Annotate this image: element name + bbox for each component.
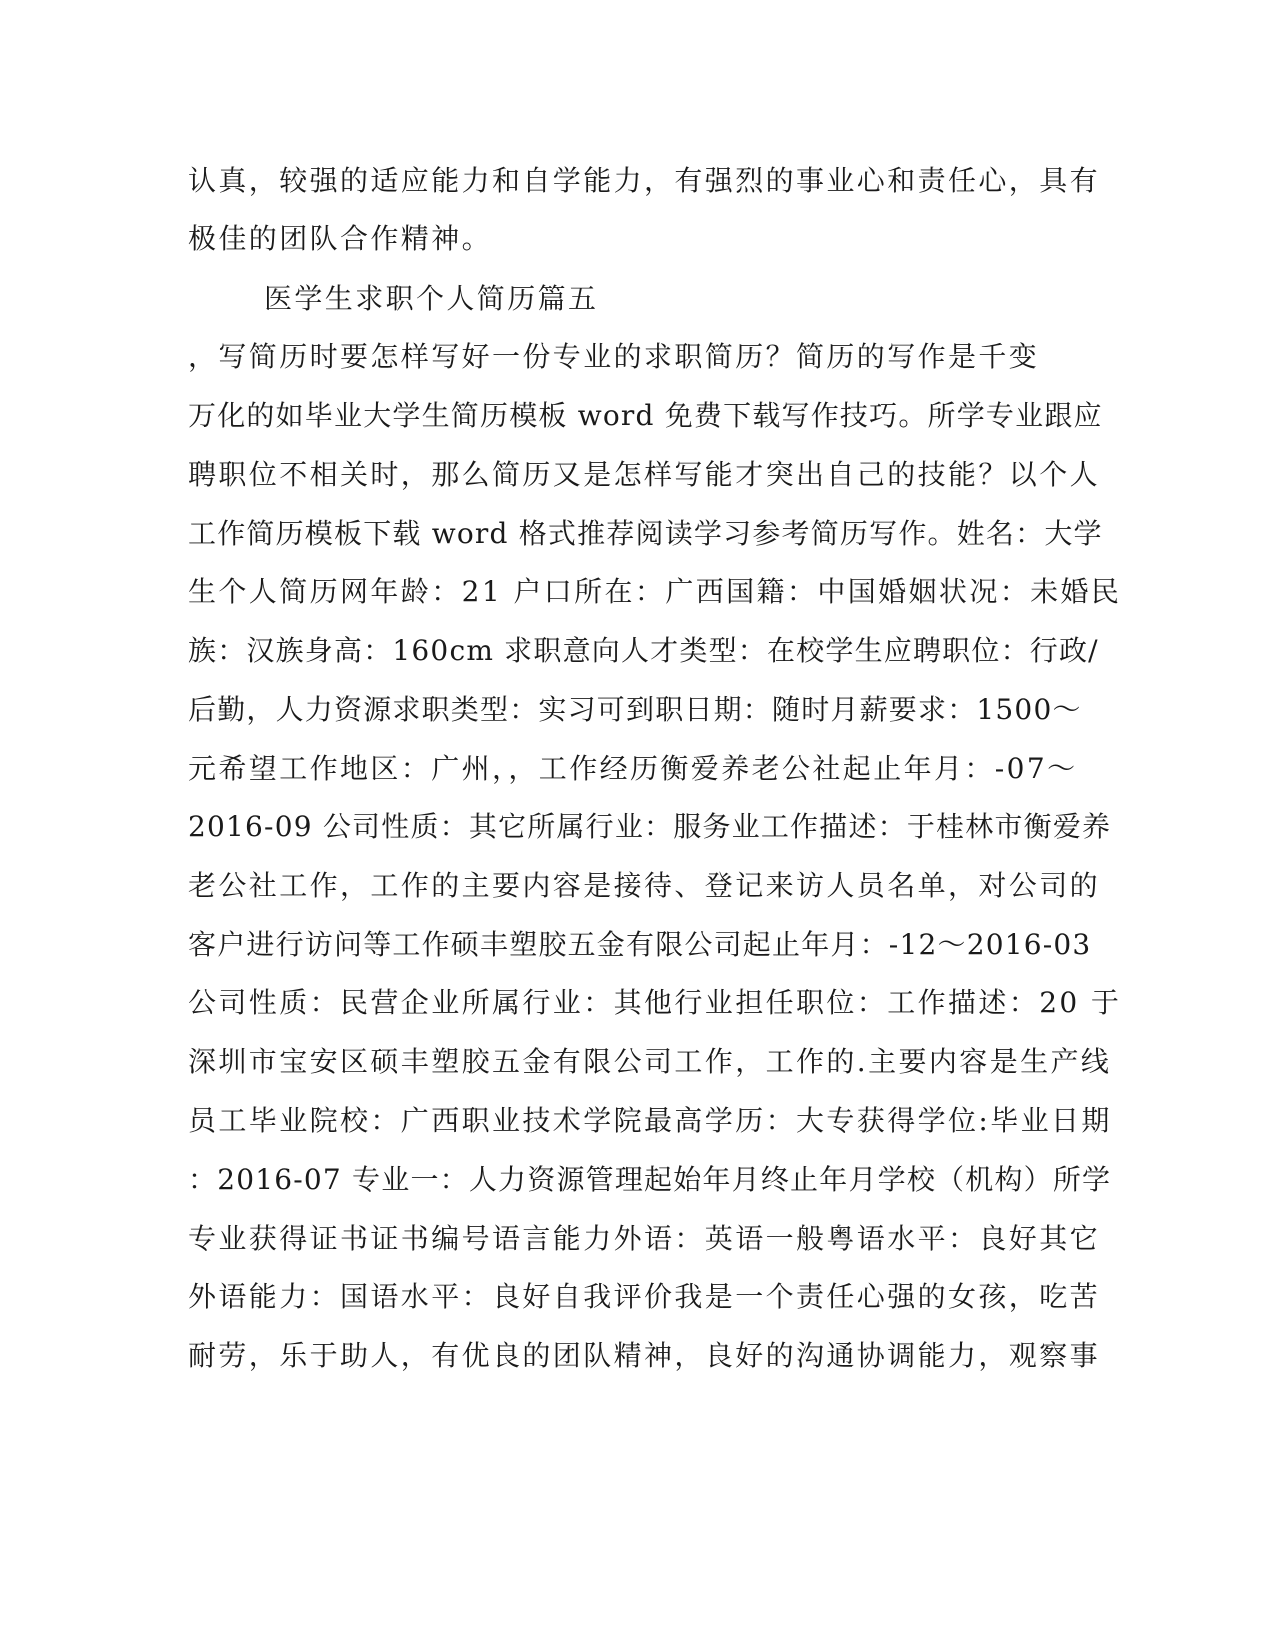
text-line: 元希望工作地区：广州，，工作经历衡爱养老公社起止年月：-07～ [188,752,1078,785]
text-line: 外语能力：国语水平：良好自我评价我是一个责任心强的女孩，吃苦 [188,1280,1101,1313]
text-line: 员工毕业院校：广西职业技术学院最高学历：大专获得学位:毕业日期 [188,1104,1112,1137]
text-line: 工作简历模板下载 word 格式推荐阅读学习参考简历写作。姓名：大学 [188,517,1103,550]
text-line: 客户进行访问等工作硕丰塑胶五金有限公司起止年月：-12～2016-03 [188,928,1092,961]
text-line: 认真，较强的适应能力和自学能力，有强烈的事业心和责任心，具有 [188,164,1101,197]
section-heading: 医学生求职个人简历篇五 [264,282,599,315]
text-line: 耐劳，乐于助人，有优良的团队精神，良好的沟通协调能力，观察事 [188,1339,1101,1372]
text-line: ：2016-07 专业一：人力资源管理起始年月终止年月学校（机构）所学 [188,1163,1112,1196]
text-line: 2016-09 公司性质：其它所属行业：服务业工作描述：于桂林市衡爱养 [188,810,1112,843]
text-line: 深圳市宝安区硕丰塑胶五金有限公司工作，工作的.主要内容是生产线 [188,1045,1112,1078]
text-line: 后勤，人力资源求职类型：实习可到职日期：随时月薪要求：1500～ [188,693,1082,726]
text-line: 万化的如毕业大学生简历模板 word 免费下载写作技巧。所学专业跟应 [188,399,1103,432]
text-line: ，写简历时要怎样写好一份专业的求职简历？简历的写作是千变 [188,340,1040,373]
text-line: 聘职位不相关时，那么简历又是怎样写能才突出自己的技能？以个人 [188,458,1101,491]
text-line: 老公社工作，工作的主要内容是接待、登记来访人员名单，对公司的 [188,869,1101,902]
text-line: 生个人简历网年龄：21 户口所在：广西国籍：中国婚姻状况：未婚民 [188,575,1122,608]
text-line: 公司性质：民营企业所属行业：其他行业担任职位：工作描述：20 于 [188,986,1122,1019]
text-line: 族：汉族身高：160cm 求职意向人才类型：在校学生应聘职位：行政/ [188,634,1099,667]
text-line: 专业获得证书证书编号语言能力外语：英语一般粤语水平：良好其它 [188,1222,1101,1255]
text-line: 极佳的团队合作精神。 [188,222,493,255]
